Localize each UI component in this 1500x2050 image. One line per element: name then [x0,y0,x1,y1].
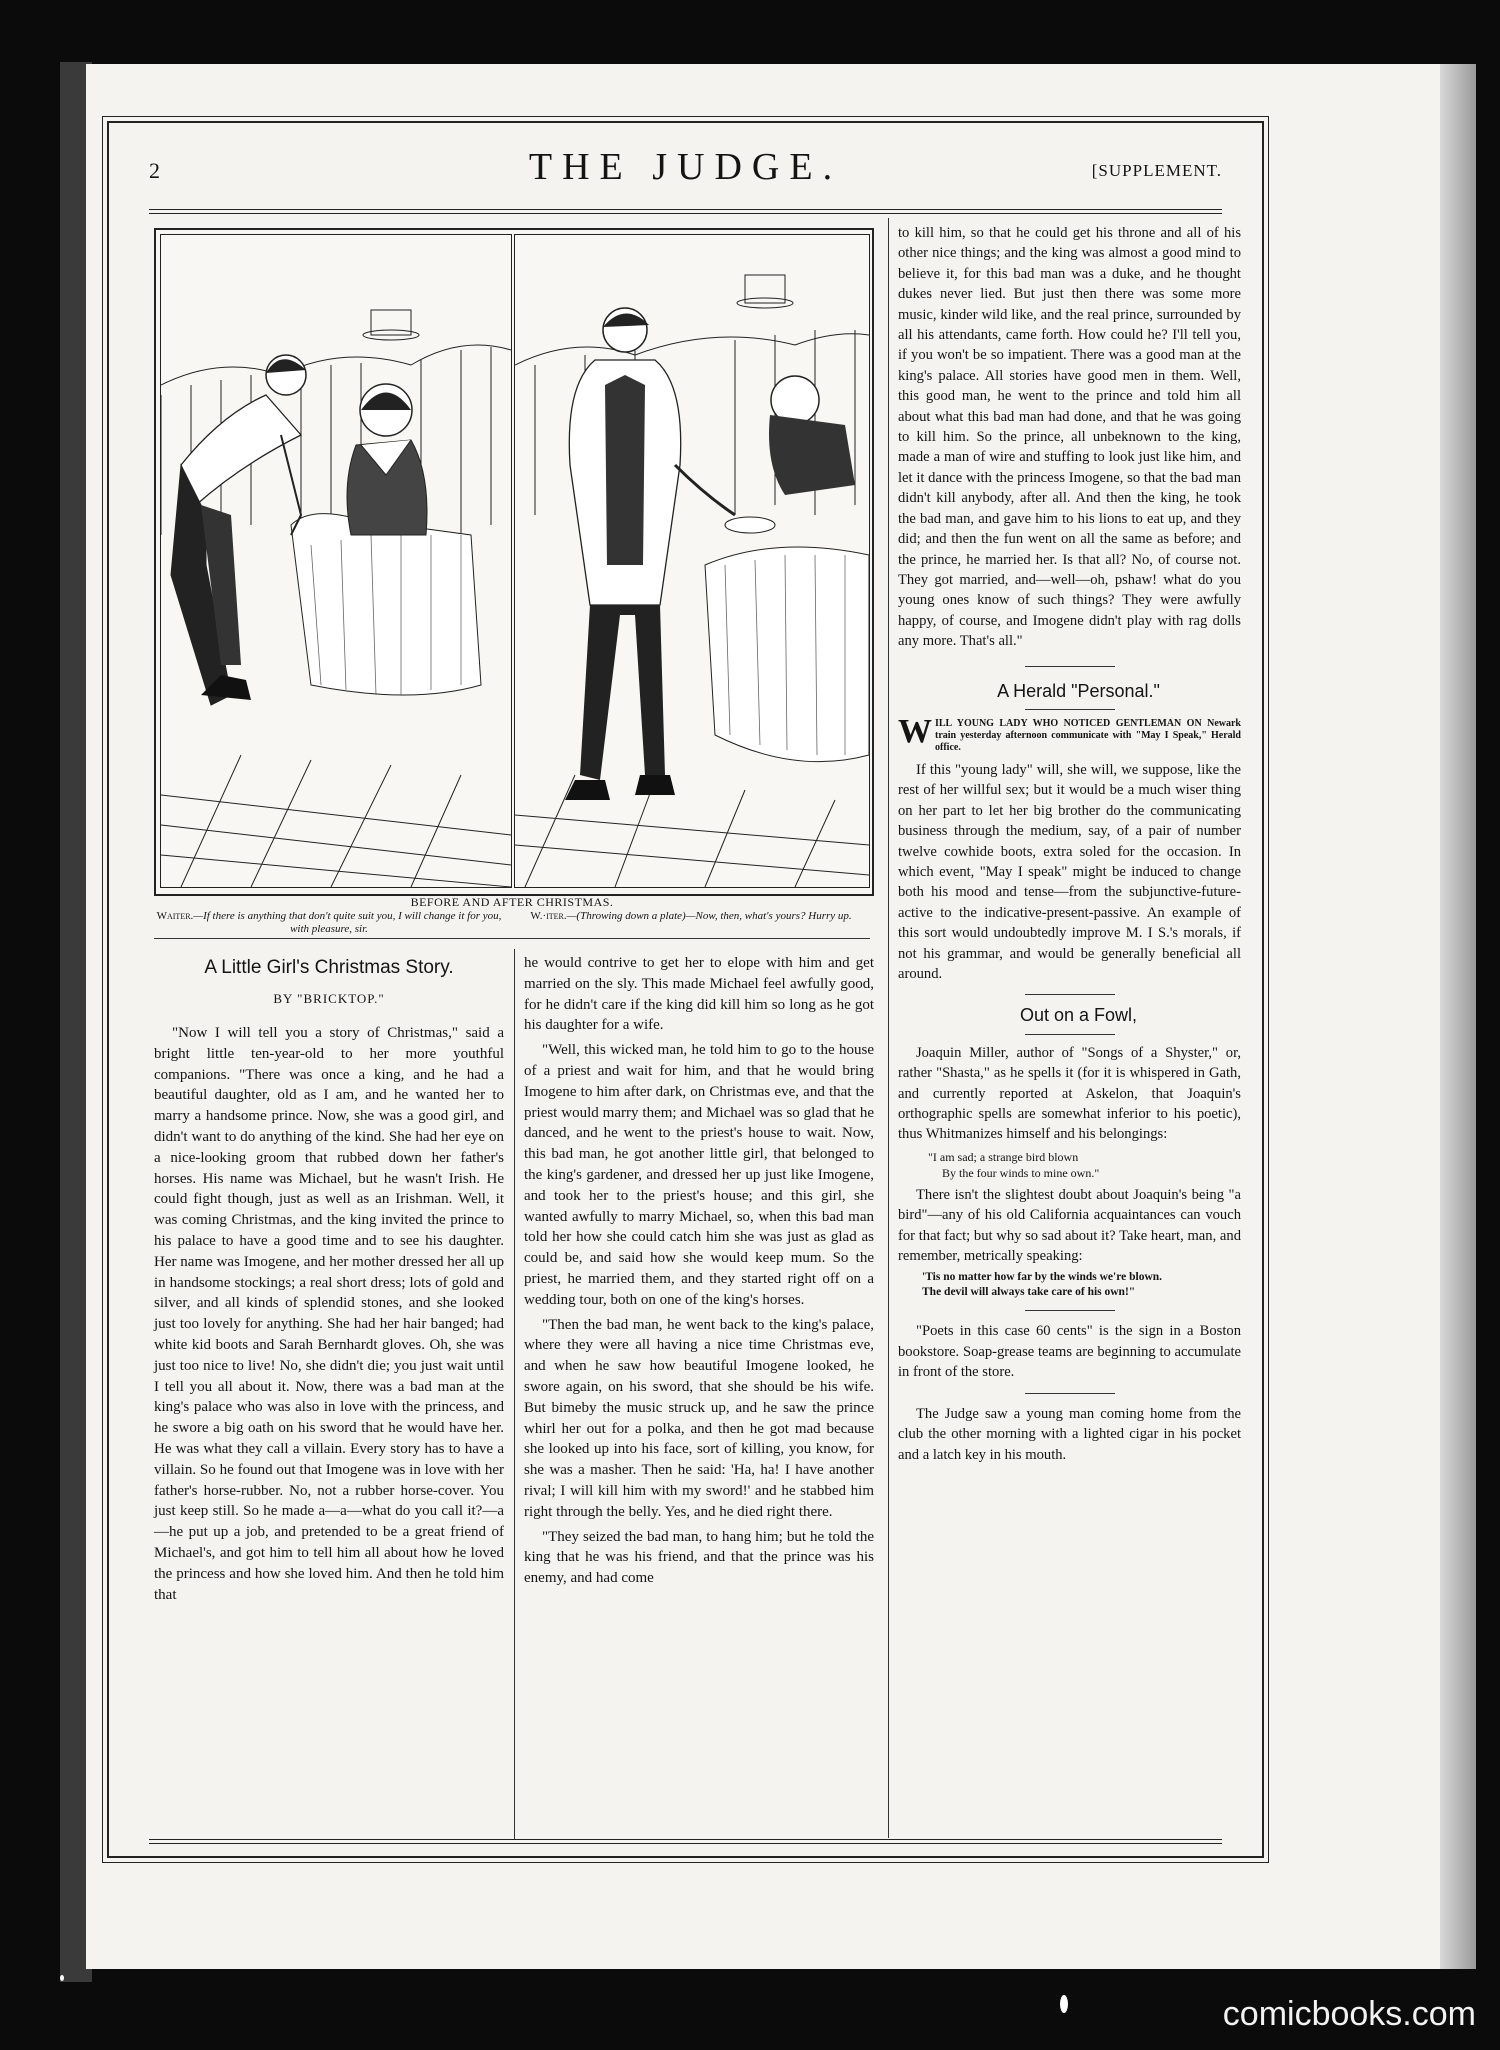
page-edge [1440,64,1476,1969]
paragraph: "Well, this wicked man, he told him to go to the house of a priest and wait for him, and that he would bring Imogene to him after dark, on Christmas eve, and that the priest would marry them; and Michael was so glad that he danced, and he went to the priest's house to wait. Now, this bad man, he got another little girl, that belonged to the king's gardener, and dressed her up just like Imogene, and took her to the priest's house; and this girl, she wanted awfully to marry Michael, so, when this bad man told her how she could catch him she was just as glad as could be, and said how she would keep mum. So the priest, he married them, and they started right off on a wedding tour, both on one of the king's horses. [524,1042,874,1308]
paragraph: he would contrive to get her to elope with him and get married on the sly. This made Michael feel awfully good, for he didn't care if the king did kill him so long as he got his daughter for a wife. [524,955,874,1034]
caption-speaker: Waiter. [156,910,194,922]
paragraph: to kill him, so that he could get his throne and all of his other nice things; and the king was almost a good mind to believe it, for this bad man was a duke, and he thought dukes never lied. But just then there was some more music, kinder wild like, and the real prince, surrounded by all his attendants, came forth. How could he? I'll tell you, if you won't be so impatient. There was a good man at the king's palace. All stories have good men in them. Well, this good man, he went to the prince and told him all about what this bad man had done, and that he was going to kill him. So the prince, all unbeknown to the king, made a man of wire and stuffing to look just like him, and let it dance with the princess Imogene, so that the bad man didn't kill anybody, after all. And then the king, he took the bad man, and gave him to his lions to eat up, and they did; and then the fun went on all the same as before; and the prince, he married her. Is that all? No, of course not. They got married, and—well—oh, pshaw! what do you young ones know of such things? They were awfully happy, of course, and Imogene didn't play with rag dolls any more. That's all." [898,225,1241,650]
herald-title: A Herald "Personal." [997,680,1160,701]
verse-line: 'Tis no matter how far by the winds we're blown. [922,1271,1163,1284]
story-column-2 [524,953,874,1593]
cartoon-panel-before [160,234,512,888]
page-number: 2 [149,158,160,183]
divider [1025,709,1115,710]
caption-text: —If there is anything that don't quite suit you, I will change it for you, with pleasure, sir. [193,910,502,935]
verse [922,1270,1241,1300]
dust-speck [1060,1995,1068,2013]
publication-title: THE JUDGE. [528,146,843,188]
paragraph: The Judge saw a young man coming home from the club the other morning with a lighted cigar in his pocket and a latch key in his mouth. [898,1405,1241,1463]
story-column-1 [154,1023,504,1609]
drop-cap: W [898,712,932,750]
divider [1025,1310,1115,1311]
verse [928,1149,1241,1181]
right-column [898,223,1241,1469]
column-divider [888,218,889,1838]
herald-notice [898,712,1241,754]
section-rule [154,938,870,939]
verse-line: "I am sad; a strange bird blown [928,1149,1079,1164]
page-frame [107,121,1264,1858]
bottom-rule [149,1839,1222,1844]
dust-speck [60,1975,64,1981]
cartoon-caption-title: BEFORE AND AFTER CHRISTMAS. [410,895,614,909]
paragraph: "Then the bad man, he went back to the king's palace, where they were all having a nice time Christmas eve, and when he saw how beautiful Imogene looked, he swore again, on his sword, that she should be his wife. But bimeby the music struck up, and he saw the prince whirl her out for a polka, and then he got mad because she looked up into his face, sort of killing, you know, for she was a masher. Then he said: 'Ha, ha! I have another rival; I will kill him with my sword!' and he stabbed him right through the belly. Yes, and he died right there. [524,1316,874,1520]
fowl-title: Out on a Fowl, [1019,1005,1138,1026]
cartoon-caption-before [154,910,504,936]
section-label: [SUPPLEMENT. [1091,161,1222,180]
divider [1025,994,1115,995]
paragraph: "Poets in this case 60 cents" is the sign in a Boston bookstore. Soap-grease teams are beginning to accumulate in front of the store. [898,1323,1241,1381]
divider [1025,1393,1115,1394]
masthead-rule [149,209,1222,214]
paragraph: Joaquin Miller, author of "Songs of a Shyster," or, rather "Shasta," as he spells it (for it is whispered in Gath, and currently reported at Askelon, that Joaquin's orthographic spells are somewhat inferior to his poetic), thus Whitmanizes himself and his belongings: [898,1044,1241,1143]
cartoon-panel-after [514,234,870,888]
paragraph: "They seized the bad man, to hang him; but he told the king that he was his friend, and that the prince was his enemy, and had come [524,1528,874,1587]
cartoon-caption-after [521,910,861,923]
watermark-text: comicbooks.com [1222,1995,1476,2033]
masthead [109,123,1262,203]
caption-text: —(Throwing down a plate)—Now, then, what's yours? Hurry up. [566,910,852,922]
divider [1025,1034,1115,1035]
divider [1025,666,1115,667]
verse-line: By the four winds to mine own." [942,1165,1100,1180]
column-divider [514,949,515,1839]
caption-speaker: W.·iter. [530,910,567,922]
story-title: A Little Girl's Christmas Story. [204,957,454,978]
story-byline: BY "BRICKTOP." [273,991,385,1006]
verse-line: The devil will always take care of his own!" [922,1286,1136,1299]
notice-text: ILL YOUNG LADY WHO NOTICED GENTLEMAN ON Newark train yesterday afternoon communicate with "May I Speak," Herald office. [935,717,1241,753]
paragraph: "Now I will tell you a story of Christmas," said a bright little ten-year-old to her more youthful companions. "There was once a king, and he had a beautiful daughter, old as I am, and he wanted her to marry a handsome prince. Now, she was a good girl, and didn't want to do anything of the kind. She had her eye on a nice-looking groom that rubbed down her father's horses. His name was Michael, but he wasn't Irish. He could fight though, just as well as an Irishman. Well, it was coming Christmas, and the king invited the prince to his palace to have a good time and to see his daughter. Her name was Imogene, and her mother dressed her all up in handsome stockings; a real short dress; lots of gold and silver, and all kinds of splendid stones, and she looked just too lovely for anything. She had her hair banged; had white kid boots and Sarah Bernhardt gloves. Oh, she was just too nice to live! No, she didn't die; you just wait until I tell you all about it. Now, there was a bad man at the king's palace who was also in love with the princess, and he swore a big oath on his sword that he would have her. He was what they call a villain. Every story has to have a villain. So he found out that Imogene was in love with her father's horse-rubber. No, not a rubber horse-cover. You just keep still. So he made a—a—what do you call it?—a—he put up a job, and pretended to be a great friend of Michael's, and got him to tell him all about how he loved the princess and how she loved him. And then he told him that [154,1025,504,1603]
paragraph: There isn't the slightest doubt about Joaquin's being "a bird"—any of his old California acquaintances can vouch for that fact; but why so sad about it? Take heart, man, and remember, metrically speaking: [898,1186,1241,1265]
paragraph: If this "young lady" will, she will, we suppose, like the rest of her willful sex; but it would be a much wiser thing on her part to let her big brother do the communicating business through the medium, say, of a pair of number twelve cowhide boots, extra soled for the occasion. In which event, "May I speak" might be induced to change both his mood and tense—from the subjunctive-future-active to the indicative-present-passive. An example of this sort would undoubtedly improve M. I S.'s morals, if not his grammar, and would be generally beneficial all around. [898,761,1241,982]
cartoon-illustration [154,228,874,896]
